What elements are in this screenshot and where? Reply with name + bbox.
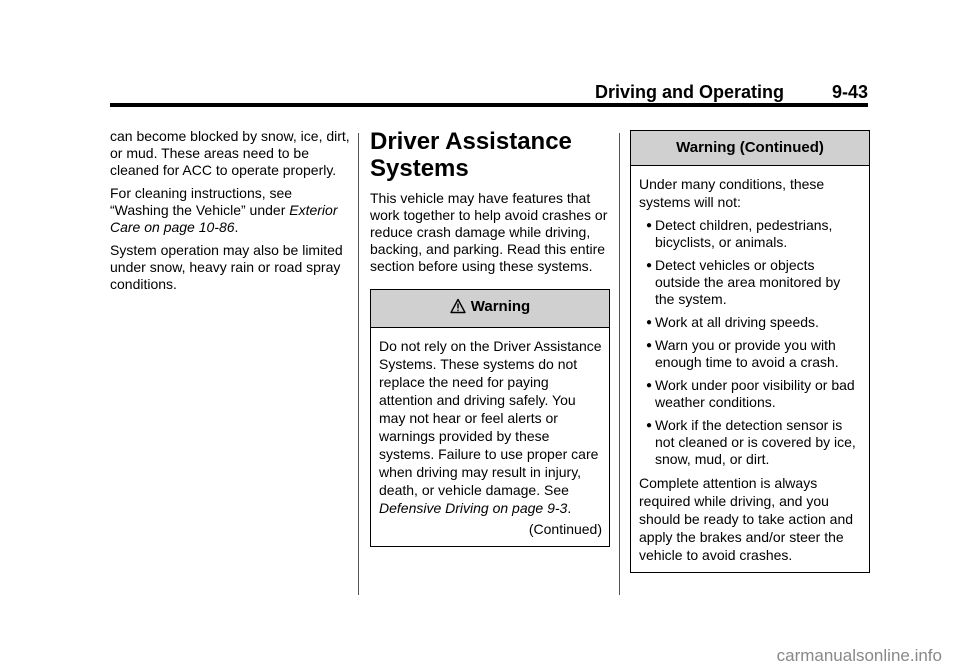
warning-body <box>631 166 869 572</box>
list-item <box>646 257 862 308</box>
warning-triangle-icon <box>450 298 466 318</box>
list-item <box>646 314 862 331</box>
bullet-list <box>639 217 862 468</box>
list-item <box>646 217 862 251</box>
punctuation: . <box>567 500 572 516</box>
bullet-icon: ● <box>646 260 653 271</box>
list-item-text: Work at all driving speeds. <box>655 314 819 330</box>
column-divider <box>358 133 359 595</box>
bullet-icon: ● <box>646 317 653 328</box>
list-item-text: Warn you or provide you with enough time to avoid a crash. <box>655 337 839 370</box>
warning-title: Warning <box>470 298 531 315</box>
list-item <box>646 337 862 371</box>
continued-label: (Continued) <box>528 521 602 537</box>
paragraph-text: For cleaning instructions, see “Washing the Vehicle” under <box>110 185 293 218</box>
warning-box <box>370 289 610 547</box>
column-middle <box>370 128 610 547</box>
list-item-text: Detect vehicles or objects outside the area monitored by the system. <box>655 257 841 307</box>
bullet-icon: ● <box>646 420 653 431</box>
warning-text: Do not rely on the Driver Assistance Systems. These systems do not replace the need for paying attention and driving safely. You may not hear or feel alerts or warnings provided by these systems. Failure to use proper care when driving may result in injury, death, or vehicle damage. See <box>379 338 602 498</box>
bullet-icon: ● <box>646 220 653 231</box>
page-header <box>110 76 868 102</box>
warning-header <box>371 290 609 328</box>
paragraph: can become blocked by snow, ice, dirt, or mud. These areas need to be cleaned for ACC to operate properly. <box>110 128 350 178</box>
column-left <box>110 128 350 299</box>
list-item <box>646 377 862 411</box>
bullet-icon: ● <box>646 340 653 351</box>
list-item <box>646 417 862 468</box>
warning-body <box>371 328 609 546</box>
paragraph: This vehicle may have features that work together to help avoid crashes or reduce crash damage while driving, backing, and parking. Read this entire section before using these systems. <box>370 190 608 274</box>
warning-intro: Under many conditions, these systems will not: <box>639 176 825 210</box>
page-number: 9-43 <box>831 82 868 102</box>
column-right <box>630 128 870 573</box>
bullet-icon: ● <box>646 380 653 391</box>
list-item-text: Work under poor visibility or bad weather conditions. <box>655 377 855 410</box>
cross-reference[interactable]: Defensive Driving on page 9-3 <box>379 500 568 516</box>
warning-header: Warning (Continued) <box>631 131 869 166</box>
cross-reference[interactable]: Exterior Care on page 10-86 <box>110 202 338 235</box>
paragraph <box>110 185 350 236</box>
warning-box-continued <box>630 130 870 573</box>
header-rule <box>110 103 868 107</box>
list-item-text: Work if the detection sensor is not cleaned or is covered by ice, snow, mud, or dirt. <box>655 417 856 467</box>
column-divider <box>619 133 620 595</box>
list-item-text: Detect children, pedestrians, bicyclists, or animals. <box>655 217 833 250</box>
watermark: carmanualsonline.info <box>776 646 942 665</box>
paragraph: System operation may also be limited under snow, heavy rain or road spray conditions. <box>110 242 343 292</box>
warning-closing: Complete attention is always required while driving, and you should be ready to take action and apply the brakes and/or steer the vehicle to avoid crashes. <box>639 475 854 563</box>
section-heading: Driver Assistance Systems <box>370 128 572 182</box>
section-title: Driving and Operating <box>594 82 784 102</box>
punctuation: . <box>234 219 239 235</box>
